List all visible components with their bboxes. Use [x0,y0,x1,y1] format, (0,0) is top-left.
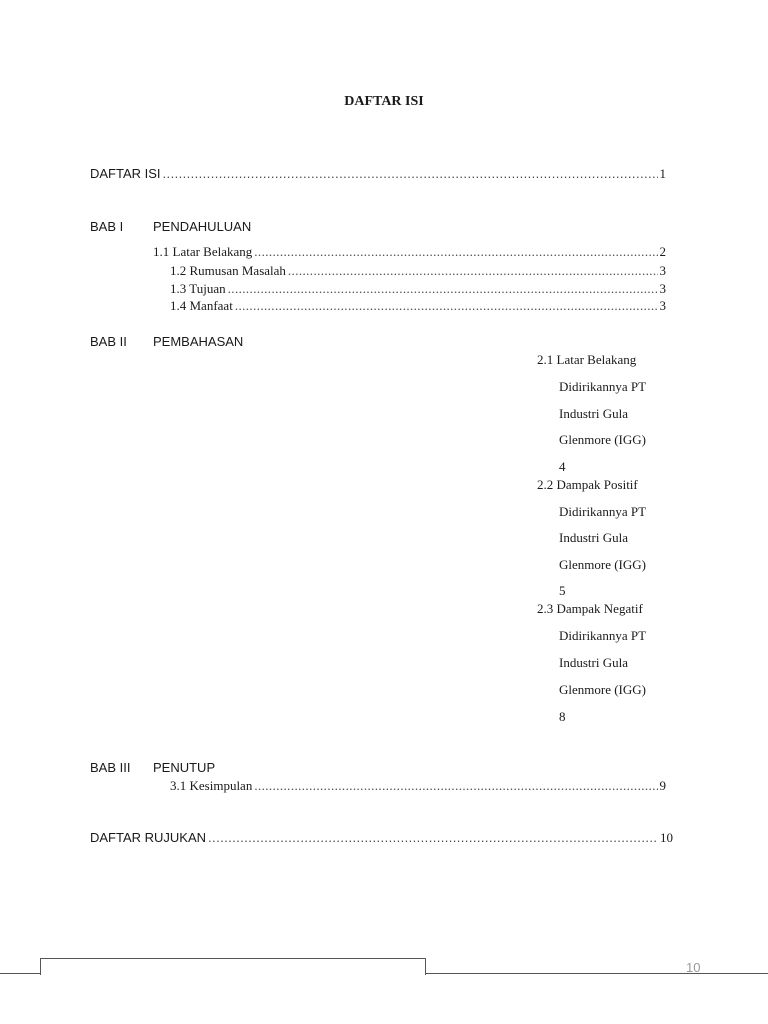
toc-entry-2-2-line: Didirikannya PT [559,504,647,519]
chapter-code: BAB II [90,334,127,349]
toc-label: 1.4 Manfaat [170,298,233,313]
toc-entry-2-3-line: Glenmore (IGG) [559,682,646,697]
toc-entry-2-1-line: 2.1 Latar Belakang [537,352,637,367]
toc-entry-2-2-page: 5 [559,583,566,598]
toc-page: 3 [659,281,666,296]
toc-page: 9 [659,778,666,793]
toc-entry-2-3-line: Didirikannya PT [559,628,647,643]
leader-dots [163,166,658,181]
page-title: DAFTAR ISI [344,94,424,109]
toc-label: 1.2 Rumusan Masalah [170,263,286,278]
leader-dots [254,244,657,260]
toc-entry-2-3-line: 2.3 Dampak Negatif [537,601,643,616]
leader-dots [228,281,658,297]
toc-entry-2-1-line: Glenmore (IGG) [559,432,646,447]
toc-entry-2-2-line: Industri Gula [559,530,628,545]
toc-entry-2-3-page: 8 [559,709,566,724]
toc-entry-2-2-line: Glenmore (IGG) [559,557,646,572]
chapter-heading: PENUTUP [153,760,216,775]
toc-page: 10 [660,830,673,845]
toc-page: 3 [659,298,666,313]
toc-entry-2-1-line: Industri Gula [559,406,628,421]
leader-dots [254,778,657,794]
toc-label: 1.1 Latar Belakang [153,244,253,259]
toc-entry-2-2-line: 2.2 Dampak Positif [537,477,638,492]
footer-page-number: 10 [686,960,701,975]
chapter-heading: PENDAHULUAN [153,219,252,234]
leader-dots [208,830,658,845]
toc-page: 2 [659,244,666,259]
toc-label: 1.3 Tujuan [170,281,226,296]
toc-entry-2-1-page: 4 [559,459,566,474]
toc-entry-3-1 [170,778,666,794]
toc-entry-1-2 [170,263,666,279]
toc-label: DAFTAR RUJUKAN [90,830,207,845]
chapter-heading: PEMBAHASAN [153,334,244,349]
toc-entry-2-3-line: Industri Gula [559,655,628,670]
chapter-code: BAB I [90,219,124,234]
toc-entry-1-3 [170,281,666,297]
leader-dots [288,263,658,279]
toc-entry-2-1-line: Didirikannya PT [559,379,647,394]
toc-entry-daftar-rujukan [90,830,673,846]
toc-entry-1-4 [170,298,666,314]
footer-box [40,958,426,975]
toc-label: DAFTAR ISI [90,166,161,181]
toc-entry-1-1 [153,244,666,260]
toc-page: 3 [659,263,666,278]
toc-label: 3.1 Kesimpulan [170,778,253,793]
toc-entry-daftar-isi [90,166,666,182]
toc-page: 1 [659,166,666,181]
chapter-code: BAB III [90,760,131,775]
leader-dots [235,298,658,314]
